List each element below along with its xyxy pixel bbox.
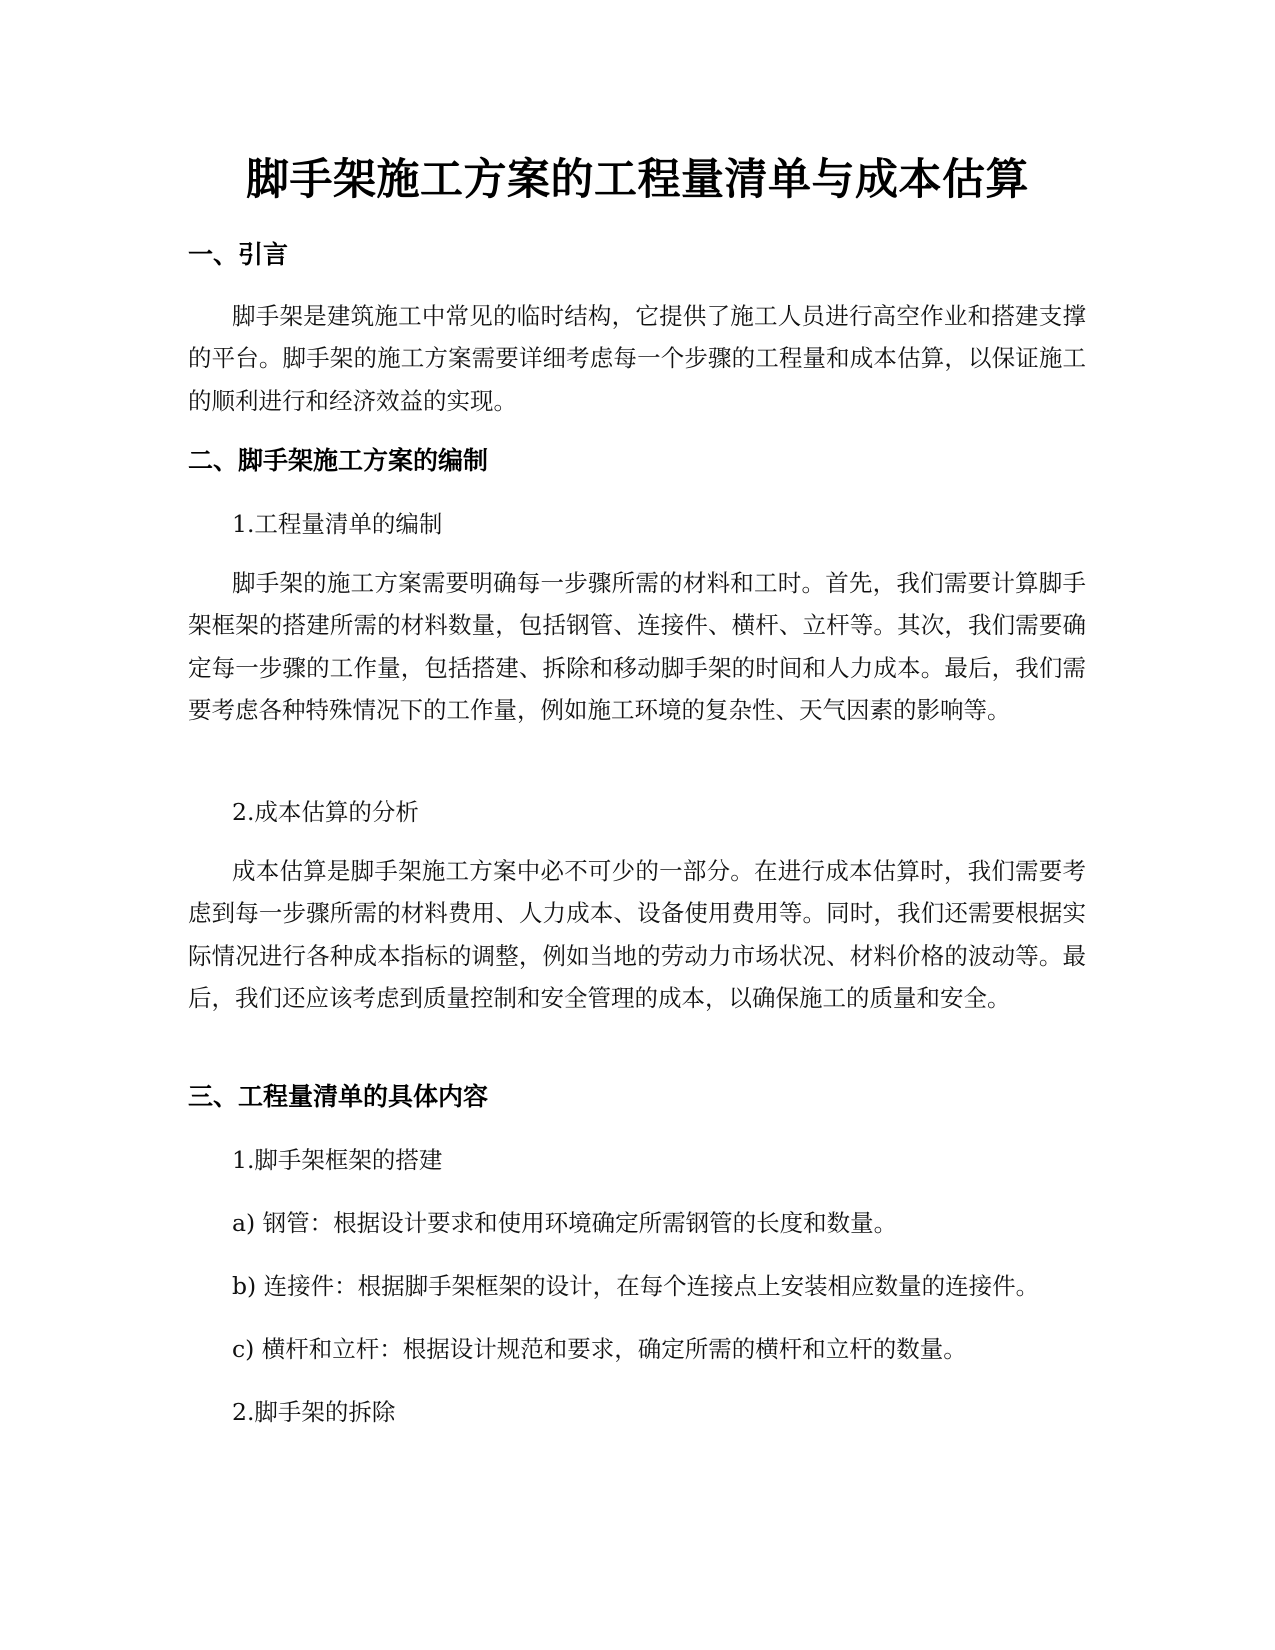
subheading-cost-estimation-analysis: 2.成本估算的分析 <box>232 798 419 826</box>
section-heading-introduction: 一、引言 <box>188 240 289 269</box>
document-title: 脚手架施工方案的工程量清单与成本估算 <box>246 155 1029 205</box>
subheading-quantity-list-compilation: 1.工程量清单的编制 <box>232 510 443 538</box>
list-item-ledgers-and-standards: c) 横杆和立杆：根据设计规范和要求，确定所需的横杆和立杆的数量。 <box>232 1335 967 1363</box>
subheading-scaffold-dismantling: 2.脚手架的拆除 <box>232 1398 396 1426</box>
section-heading-plan-compilation: 二、脚手架施工方案的编制 <box>188 446 489 475</box>
paragraph-cost-estimation-analysis: 成本估算是脚手架施工方案中必不可少的一部分。在进行成本估算时，我们需要考虑到每一步骤所需的材料费用、人力成本、设备使用费用等。同时，我们还需要根据实际情况进行各种成本指标的调整，例如当地的劳动力市场状况、材料价格的波动等。最后，我们还应该考虑到质量控制和安全管理的成本，以确保施工的质量和安全。 <box>188 857 1086 1012</box>
subheading-frame-erection: 1.脚手架框架的搭建 <box>232 1146 443 1174</box>
list-item-steel-pipe: a) 钢管：根据设计要求和使用环境确定所需钢管的长度和数量。 <box>232 1209 898 1237</box>
section-heading-quantity-list-details: 三、工程量清单的具体内容 <box>188 1082 489 1111</box>
paragraph-quantity-list-compilation: 脚手架的施工方案需要明确每一步骤所需的材料和工时。首先，我们需要计算脚手架框架的搭建所需的材料数量，包括钢管、连接件、横杆、立杆等。其次，我们需要确定每一步骤的工作量，包括搭建、拆除和移动脚手架的时间和人力成本。最后，我们需要考虑各种特殊情况下的工作量，例如施工环境的复杂性、天气因素的影响等。 <box>188 569 1086 724</box>
list-item-connectors: b) 连接件：根据脚手架框架的设计，在每个连接点上安装相应数量的连接件。 <box>232 1272 1040 1300</box>
paragraph-introduction: 脚手架是建筑施工中常见的临时结构，它提供了施工人员进行高空作业和搭建支撑的平台。脚手架的施工方案需要详细考虑每一个步骤的工程量和成本估算，以保证施工的顺利进行和经济效益的实现。 <box>188 302 1086 415</box>
